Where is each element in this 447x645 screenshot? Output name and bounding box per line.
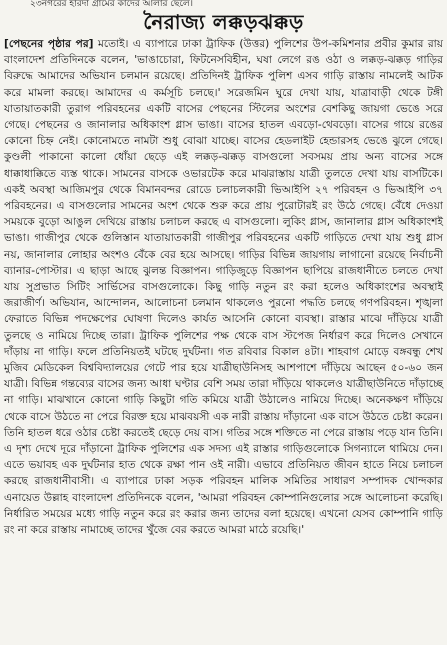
article-headline: নৈরাজ্য লক্কড়ঝক্কড়: [143, 10, 304, 34]
previous-article-fragment: ২৩নগরের হারদা গ্রামের কাদের আলার ছেলে।: [30, 0, 193, 9]
article-paragraph: [4, 36, 443, 538]
article-text: মতোই। এ ব্যাপারে ঢাকা ট্রাফিক (উত্তর) পুলিশের উপ-কমিশনার প্রবীর কুমার রায় বাংলাদেশ প্রতিদিনকে বলেন, 'ভাঙাচোরা, ফিটনেসবিহীন, ঘষা লেগে রঙ ওঠা ও লক্কড়-ঝক্কড় গাড়ির বিরুদ্ধে আমাদের অভিযান চলমান রয়েছে। প্রতিদিনই ট্রাফিক পুলিশ এসব গাড়ি রাস্তায় নামলেই আটক করে মামলা করছে। আমাদের এ কর্মসূচি চলছে।' সরেজমিন ঘুরে দেখা যায়, যাত্রাবাড়ী থেকে টঙ্গী যাতায়াতকারী তুরাগ পরিবহনের একটি বাসের পেছনের স্টিলের অংশের বেশকিছু জায়গা ভেঙে সরে গেছে। পেছনের ও জানালার অধিকাংশ গ্লাস ভাঙা। বাসের হাতল এবড়ো-থেবড়ো। বাসের গায়ে রঙের কোনো চিহ্ন নেই। কোনোমতে নামটা শুধু বোঝা যাচ্ছে। বাসের হেডলাইট হেন্ডারসহ ভেঙে ঝুলে গেছে। কুণ্ডলী পাকানো কালো ধোঁয়া ছেড়ে এই লক্কড়-ঝক্কড় বাসগুলো সবসময় প্রায় অন্য বাসের সঙ্গে ধাক্কাধাক্কিতে ব্যস্ত থাকে। সামনের বাসকে ওভারটেক করে মাঝরাস্তায় যাত্রী তুলতে দেখা যায় বাসটিকে। একই অবস্থা আজিমপুর থেকে বিমানবন্দর রোডে চলাচলকারী ভিআইপি ২৭ পরিবহন ও ভিআইপি ৩৭ পরিবহনের। এ বাসগুলোর সামনের অংশ থেকে শুরু করে প্রায় পুরোটারই রং উঠে গেছে। বেঁধে দেওয়া সময়কে বুড়ো আঙুল দেখিয়ে রাস্তায় চলাচল করছে এ বাসগুলো। লুকিং গ্লাস, জানালার গ্লাস অধিকাংশই ভাঙা। গাজীপুর থেকে গুলিস্তান যাতায়াতকারী গাজীপুর পরিবহনের একটি গাড়িতে দেখা যায় শুধু গ্লাস নয়, জানালার লোহার অংশও বেঁকে বের হয়ে আসছে। গাড়ির বিভিন্ন জায়গায় লাগানো রয়েছে নির্বাচনী ব্যানার-পোস্টার। এ ছাড়া আছে ঝুলন্ত বিজ্ঞাপন। গাড়িজুড়ে বিজ্ঞাপন ছাপিয়ে রাজধানীতে চলতে দেখা যায় সুপ্রভাত সিটিং সার্ভিসের বাসগুলোকে। কিছু গাড়ি নতুন রং করা হলেও অধিকাংশের অবস্থাই জরাজীর্ণ। অভিযান, আন্দোলন, আলোচনা চলমান থাকলেও পুরনো পদ্ধতি চলছে গণপরিবহন। শৃঙ্খলা ফেরাতে বিভিন্ন পদক্ষেপের ঘোষণা দিলেও কার্যত আসেনি কোনো ব্যবস্থা। রাস্তার মাঝে দাঁড়িয়ে যাত্রী তুলছে ও নামিয়ে দিচ্ছে তারা। ট্রাফিক পুলিশের পক্ষ থেকে বাস স্টপেজ নির্ধারণ করে দিলেও সেখানে দাঁড়ায় না গাড়ি। ফলে প্রতিনিয়তই ঘটছে দুর্ঘটনা। গত রবিবার বিকাল ৪টা। শাহবাগ মোড়ে বঙ্গবন্ধু শেখ মুজিব মেডিকেল বিশ্ববিদ্যালয়ের গেটে পার হয়ে যাত্রীছাউনিসহ আশপাশে দাঁড়িয়ে আছেন ৫০-৬০ জন যাত্রী। বিভিন্ন গন্তব্যের বাসের জন্য আধা ঘণ্টার বেশি সময় তারা দাঁড়িয়ে থাকলেও যাত্রীছাউনিতে দাঁড়াচ্ছে না গাড়ি। মাঝখানে কোনো গাড়ি কিছুটা গতি কমিয়ে যাত্রী উঠালেও নামিয়ে দিচ্ছে। অনেকক্ষণ দাঁড়িয়ে থেকে বাসে উঠতে না পেরে বিরক্ত হয়ে মাঝবয়সী এক নারী রাস্তায় দাঁড়ানো এক বাসে উঠতে চেষ্টা করেন। তিনি হাতল ধরে ওঠার চেষ্টা করতেই ছেড়ে দেয় বাস। গতির সঙ্গে শক্তিতে না পেরে রাস্তায় পড়ে যান তিনি। এ দৃশ্য দেখে দূরে দাঁড়ানো ট্রাফিক পুলিশের এক সদস্য এই রাস্তার গাড়িগুলোকে সিগন্যালে থামিয়ে দেন। এতে ভয়াবহ এক দুর্ঘটনার হাত থেকে রক্ষা পান ওই নারী। এভাবে প্রতিনিয়ত জীবন হাতে নিয়ে চলাচল করছে রাজধানীবাসী। এ ব্যাপারে ঢাকা সড়ক পরিবহন মালিক সমিতির সাধারণ সম্পাদক খোন্দকার এনায়েত উল্লাহ বাংলাদেশ প্রতিদিনকে বলেন, 'আমরা পরিবহন কোম্পানিগুলোর সঙ্গে আলোচনা করেছি। নির্ধারিত সময়ের মধ্যে গাড়ি নতুন করে রং করার জন্য তাদের বলা হয়েছে। এখনো যেসব কোম্পানি গাড়ি রং না করে রাস্তায় নামাচ্ছে তাদের খুঁজে বের করতে আমরা মাঠে রয়েছি।': [4, 38, 443, 537]
continued-label: [পেছনের পৃষ্ঠার পর]: [4, 38, 94, 50]
article-body: [4, 36, 443, 538]
